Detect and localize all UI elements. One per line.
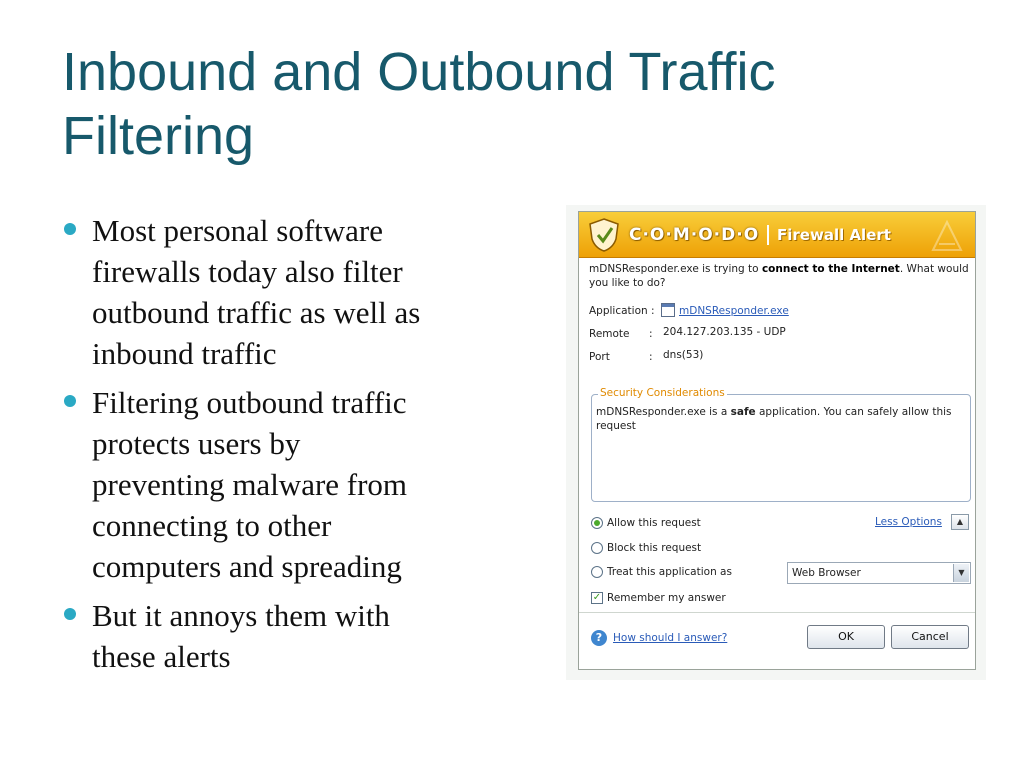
less-options-link[interactable]: Less Options <box>875 516 942 528</box>
security-text-part: mDNSResponder.exe is a <box>596 406 731 418</box>
bullet-text <box>92 595 522 677</box>
remote-value: 204.127.203.135 - UDP <box>663 326 786 338</box>
bullet-line: Most personal software <box>92 213 383 248</box>
treat-as-radio[interactable] <box>591 566 603 578</box>
screenshot-frame <box>566 205 986 680</box>
port-label: Port <box>589 351 610 363</box>
alert-message-text: mDNSResponder.exe is trying to <box>589 263 762 275</box>
comodo-brand-logo: C·O·M·O·D·O <box>629 225 760 245</box>
dialog-title: Firewall Alert <box>777 226 891 244</box>
security-considerations-box <box>591 387 971 502</box>
allow-radio[interactable] <box>591 517 603 529</box>
bullet-line: connecting to other <box>92 508 332 543</box>
help-icon[interactable]: ? <box>591 630 607 646</box>
application-type-select[interactable] <box>787 562 971 584</box>
header-separator <box>767 225 769 245</box>
block-radio[interactable] <box>591 542 603 554</box>
bullet-line: preventing malware from <box>92 467 408 502</box>
header-decoration-icon <box>929 218 965 254</box>
port-colon: : <box>649 351 653 363</box>
treat-as-label[interactable]: Treat this application as <box>607 566 732 578</box>
security-text-part: application. You can safely allow this request <box>596 406 952 432</box>
help-link[interactable]: How should I answer? <box>613 632 728 644</box>
comodo-shield-icon <box>587 217 621 253</box>
application-link[interactable]: mDNSResponder.exe <box>679 305 789 317</box>
bullet-item <box>62 382 522 587</box>
remote-colon: : <box>649 328 653 340</box>
footer-divider <box>579 612 975 613</box>
allow-label[interactable]: Allow this request <box>607 517 701 529</box>
bullet-text <box>92 210 522 374</box>
port-value: dns(53) <box>663 349 704 361</box>
application-label: Application : <box>589 305 655 317</box>
remember-checkbox[interactable]: ✓ <box>592 592 602 603</box>
bullet-item <box>62 595 522 677</box>
bullet-dot-icon <box>64 223 76 235</box>
chevron-down-icon[interactable]: ▼ <box>953 564 969 582</box>
bullet-line: firewalls today also filter <box>92 254 403 289</box>
dialog-header <box>579 212 975 258</box>
bullet-text <box>92 382 522 587</box>
bullet-dot-icon <box>64 608 76 620</box>
security-text <box>596 405 956 433</box>
cancel-button[interactable]: Cancel <box>891 625 969 649</box>
security-emphasis: safe <box>730 406 756 418</box>
bullet-line: protects users by <box>92 426 301 461</box>
firewall-alert-dialog <box>578 211 976 670</box>
slide-title <box>62 40 962 168</box>
bullet-line: But it annoys them with <box>92 598 390 633</box>
bullet-line: computers and spreading <box>92 549 402 584</box>
ok-button[interactable]: OK <box>807 625 885 649</box>
security-legend: Security Considerations <box>600 387 725 399</box>
remember-label[interactable]: Remember my answer <box>607 592 726 604</box>
bullet-line: these alerts <box>92 639 231 674</box>
title-line-2: Filtering <box>62 106 255 166</box>
block-label[interactable]: Block this request <box>607 542 702 554</box>
collapse-up-icon[interactable]: ▲ <box>951 514 969 530</box>
remote-label: Remote <box>589 328 630 340</box>
bullet-line: Filtering outbound traffic <box>92 385 407 420</box>
select-value: Web Browser <box>792 567 861 579</box>
bullet-list <box>62 210 522 685</box>
bullet-line: inbound traffic <box>92 336 277 371</box>
bullet-item <box>62 210 522 374</box>
title-line-1: Inbound and Outbound Traffic <box>62 42 776 102</box>
alert-message-emphasis: connect to the Internet <box>761 263 900 275</box>
alert-message-text: . What would you like to do? <box>589 263 969 289</box>
bullet-line: outbound traffic as well as <box>92 295 421 330</box>
bullet-dot-icon <box>64 395 76 407</box>
application-icon <box>661 303 675 317</box>
alert-message <box>589 262 969 290</box>
